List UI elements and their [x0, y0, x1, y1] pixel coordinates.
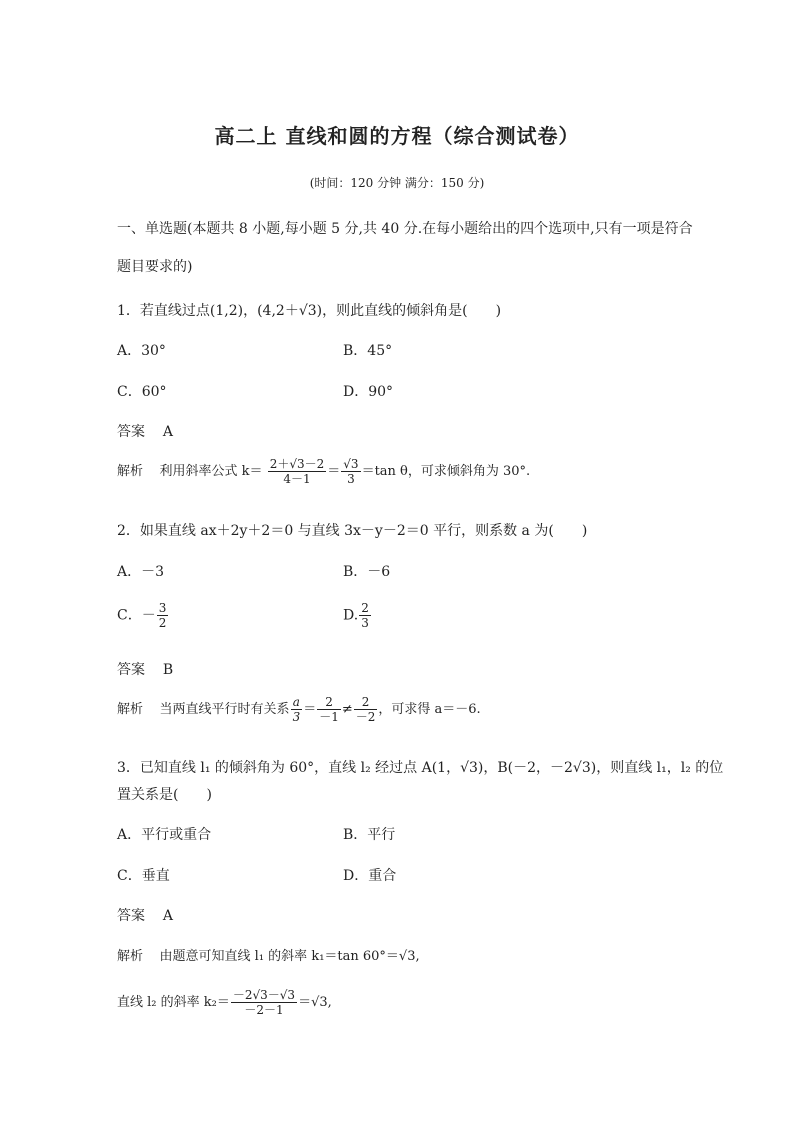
analysis-text: ＝√3, — [298, 995, 332, 1010]
q3-analysis-line2 — [117, 988, 332, 1017]
fraction-numerator: a — [291, 695, 303, 710]
analysis-text: 利用斜率公式 k＝ — [159, 464, 263, 479]
analysis-text: 当两直线平行时有关系 — [159, 702, 290, 717]
fraction-numerator: 2 — [317, 695, 341, 710]
fraction — [341, 457, 360, 486]
page-title: 高二上 直线和圆的方程（综合测试卷） — [214, 124, 580, 148]
fraction-denominator: －2－1 — [244, 1003, 284, 1017]
q1-analysis: 解析 利用斜率公式 k＝ $\frac{2+√3-2}{4-1}$ ＝ $\frac{√3}{3}$ ＝tan θ，可求倾斜角为 30°. — [117, 457, 531, 486]
fraction — [317, 695, 341, 724]
q3-option-d: D．重合 — [343, 868, 397, 884]
answer-value: A — [162, 908, 173, 924]
fraction-denominator: 3 — [361, 616, 369, 630]
fraction-numerator: 2 — [361, 601, 369, 615]
fraction-denominator: －1 — [319, 710, 339, 724]
question-1-stem: 1．若直线过点(1,2)，(4,2＋√3)，则此直线的倾斜角是( ) — [117, 303, 502, 319]
fraction — [231, 988, 297, 1017]
q1-option-b: B．45° — [343, 343, 393, 359]
question-3-stem-cont: 置关系是( ) — [117, 787, 212, 803]
q3-analysis — [117, 945, 420, 964]
fraction — [157, 601, 169, 630]
q1-option-d: D．90° — [343, 384, 394, 400]
q1-answer — [117, 421, 173, 441]
analysis-label: 解析 — [117, 949, 144, 964]
section-heading-cont: 题目要求的) — [117, 259, 193, 275]
fraction-denominator: 2 — [158, 616, 167, 630]
analysis-text: 由题意可知直线 l₁ 的斜率 k₁＝tan 60°＝√3, — [159, 949, 420, 964]
fraction — [359, 601, 371, 630]
answer-label: 答案 — [117, 424, 145, 440]
section-heading: 一、单选题(本题共 8 小题,每小题 5 分,共 40 分.在每小题给出的四个选项中,只有一项是符合 — [117, 221, 693, 237]
fraction — [291, 695, 303, 724]
q2-answer — [117, 659, 173, 679]
fraction-numerator: 2 — [354, 695, 378, 710]
fraction-denominator: 4－1 — [283, 472, 311, 486]
fraction-numerator: √3 — [343, 457, 359, 471]
fraction-numerator: 2＋√3－2 — [269, 457, 325, 471]
question-3-stem: 3．已知直线 l₁ 的倾斜角为 60°，直线 l₂ 经过点 A(1，√3)，B(－2，－2√3)，则直线 l₁，l₂ 的位 — [117, 760, 724, 776]
q2-analysis: 解析 当两直线平行时有关系 $\frac{a}{3}$ ＝ $\frac{2}{-1}$ ≠ $\frac{2}{-2}$ ，可求得 a＝－6. — [117, 695, 481, 724]
question-2-stem: 2．如果直线 ax＋2y＋2＝0 与直线 3x－y－2＝0 平行，则系数 a 为( ) — [117, 523, 588, 539]
q3-answer — [117, 905, 173, 925]
option-label: C．－ — [117, 607, 156, 624]
q2-option-d — [343, 601, 372, 630]
q2-option-a: A．－3 — [117, 564, 165, 580]
fraction-numerator: 3 — [158, 601, 167, 615]
q2-option-c — [117, 601, 169, 630]
q1-option-a: A．30° — [117, 343, 166, 359]
fraction — [354, 695, 378, 724]
analysis-label: 解析 — [117, 702, 144, 717]
fraction-denominator: 3 — [292, 710, 301, 724]
analysis-text: ＝tan θ，可求倾斜角为 30°. — [361, 464, 531, 479]
q2-option-b: B．－6 — [343, 564, 391, 580]
answer-value: B — [162, 662, 174, 678]
answer-value: A — [162, 424, 173, 440]
answer-label: 答案 — [117, 662, 145, 678]
q1-option-c: C．60° — [117, 384, 167, 400]
fraction-numerator: －2√3－√3 — [232, 988, 296, 1002]
answer-label: 答案 — [117, 908, 145, 924]
q3-option-a: A．平行或重合 — [117, 827, 212, 843]
exam-time-score: (时间：120 分钟 满分：150 分) — [309, 176, 485, 190]
fraction-denominator: －2 — [355, 710, 376, 724]
analysis-label: 解析 — [117, 464, 144, 479]
q3-option-b: B．平行 — [343, 827, 396, 843]
option-label: D. — [343, 607, 359, 624]
analysis-text: ，可求得 a＝－6. — [378, 702, 481, 717]
fraction-denominator: 3 — [347, 472, 355, 486]
fraction — [268, 457, 327, 486]
analysis-text: 直线 l₂ 的斜率 k₂＝ — [117, 995, 230, 1010]
q3-option-c: C．垂直 — [117, 868, 170, 884]
